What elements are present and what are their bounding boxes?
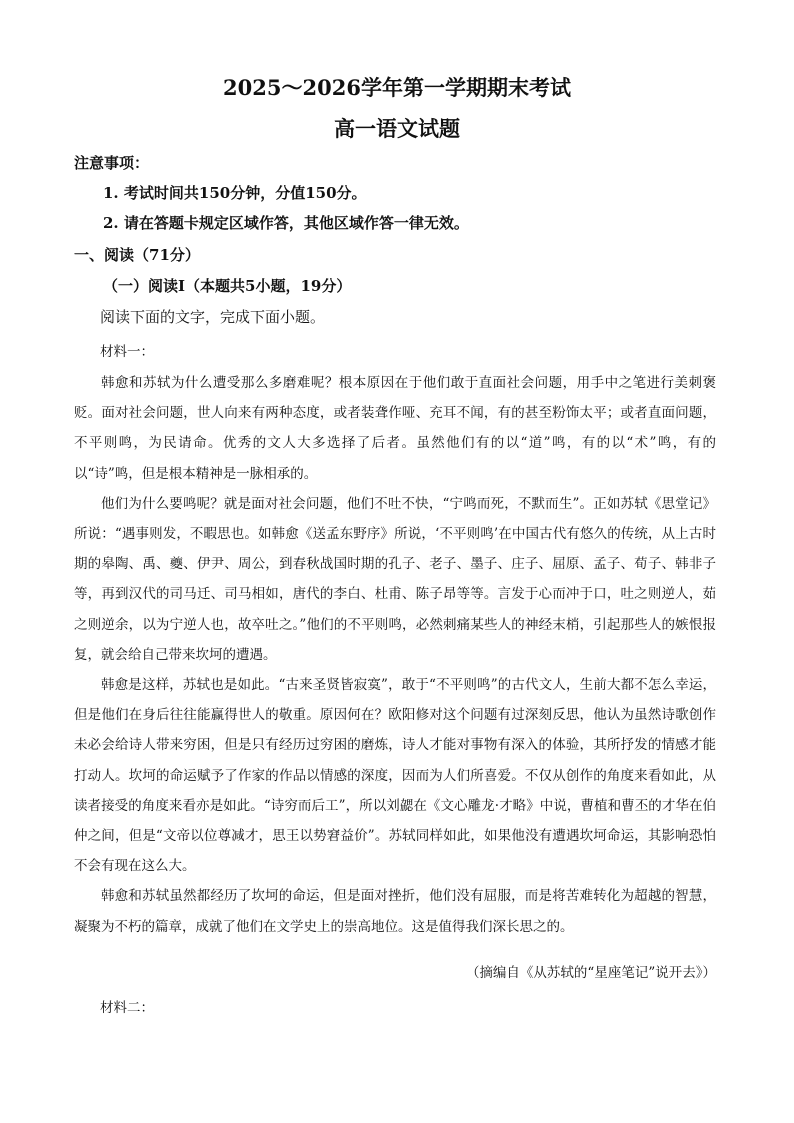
notice-heading: 注意事项： [74,154,150,172]
section-heading: 一、阅读（71分） [74,246,200,264]
paragraph: 韩愈是这样，苏轼也是如此。“古来圣贤皆寂寞”，敢于“不平则鸣”的古代文人，生前大都不怎么幸运，但是他们在身后往往能赢得世人的敬重。原因何在？欧阳修对这个问题有过深刻反思，他认为虽然诗歌创作未必会给诗人带来穷困，但是只有经历过穷困的磨炼，诗人才能对事物有深入的体验，其所抒发的情感才能打动人。坎坷的命运赋予了作家的作品以情感的深度，因而为人们所喜爱。不仅从创作的角度来看如此，从读者接受的角度来看亦是如此。“诗穷而后工”，所以刘勰在《文心雕龙·才略》中说，曹植和曹丕的才华在伯仲之间，但是“文帝以位尊减才，思王以势窘益价”。苏轼同样如此，如果他没有遭遇坎坷命运，其影响恐怕不会有现在这么大。 [74,677,716,875]
paragraph: 韩愈和苏轼虽然都经历了坎坷的命运，但是面对挫折，他们没有屈服，而是将苦难转化为超越的智慧，凝聚为不朽的篇章，成就了他们在文学史上的崇高地位。这是值得我们深长思之的。 [74,888,716,935]
material-1-label: 材料一： [100,344,154,360]
subsection-heading: （一）阅读Ⅰ（本题共5小题，19分） [103,277,352,295]
reading-instruction: 阅读下面的文字，完成下面小题。 [100,308,326,326]
material-2-label: 材料二： [100,1000,154,1016]
exam-title: 2025～2026学年第一学期期末考试 [223,75,571,100]
exam-subtitle: 高一语文试题 [334,116,460,141]
source-citation: （摘编自《从苏轼的“星座笔记”说开去》） [465,965,716,981]
notice-item-1: 1. 考试时间共150分钟，分值150分。 [103,184,367,202]
notice-item-2: 2. 请在答题卡规定区域作答，其他区域作答一律无效。 [103,214,469,232]
paragraph: 他们为什么要鸣呢？就是面对社会问题，他们不吐不快，“宁鸣而死，不默而生”。正如苏轼《思堂记》所说：“遇事则发，不暇思也。如韩愈《送孟东野序》所说，‘不平则鸣’在中国古代有悠久的传统，从上古时期的皋陶、禹、夔、伊尹、周公，到春秋战国时期的孔子、老子、墨子、庄子、屈原、孟子、荀子、韩非子等，再到汉代的司马迁、司马相如，唐代的李白、杜甫、陈子昂等等。言发于心而冲于口，吐之则逆人，茹之则逆余，以为宁逆人也，故卒吐之。”他们的不平则鸣，必然刺痛某些人的神经末梢，引起那些人的嫉恨报复，就会给自己带来坎坷的遭遇。 [74,495,716,663]
material-1-body [74,368,716,942]
paragraph: 韩愈和苏轼为什么遭受那么多磨难呢？根本原因在于他们敢于直面社会问题，用手中之笔进行美刺褒贬。面对社会问题，世人向来有两种态度，或者装聋作哑、充耳不闻，有的甚至粉饰太平；或者直面问题，不平则鸣，为民请命。优秀的文人大多选择了后者。虽然他们有的以“道”鸣，有的以“术”鸣，有的以“诗”鸣，但是根本精神是一脉相承的。 [74,375,716,482]
